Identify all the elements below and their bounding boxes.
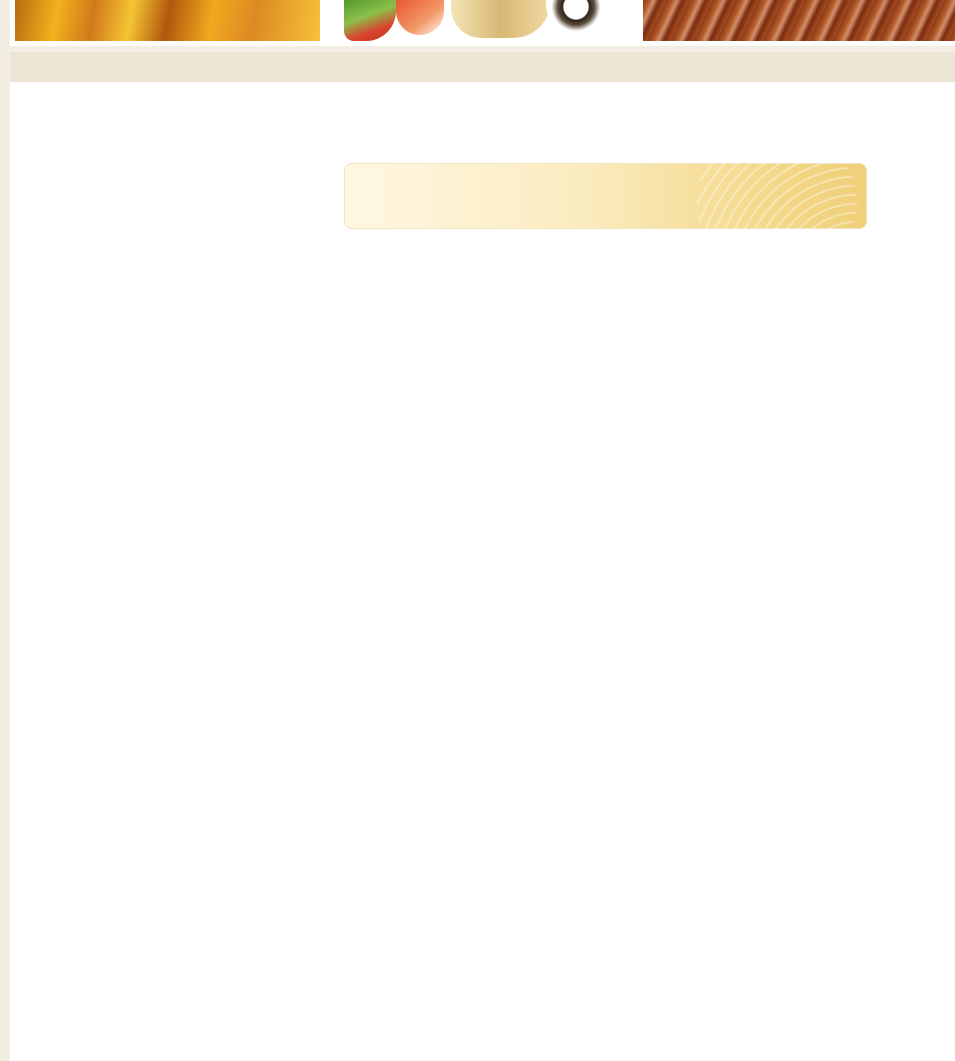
banner-image-noodles xyxy=(15,0,320,41)
header-banner xyxy=(10,0,955,46)
banner-image-dishes xyxy=(326,0,641,41)
banner-image-grill xyxy=(643,0,955,41)
section-header xyxy=(344,163,867,229)
nav-strip xyxy=(10,52,955,82)
wave-pattern-decoration xyxy=(697,163,857,229)
